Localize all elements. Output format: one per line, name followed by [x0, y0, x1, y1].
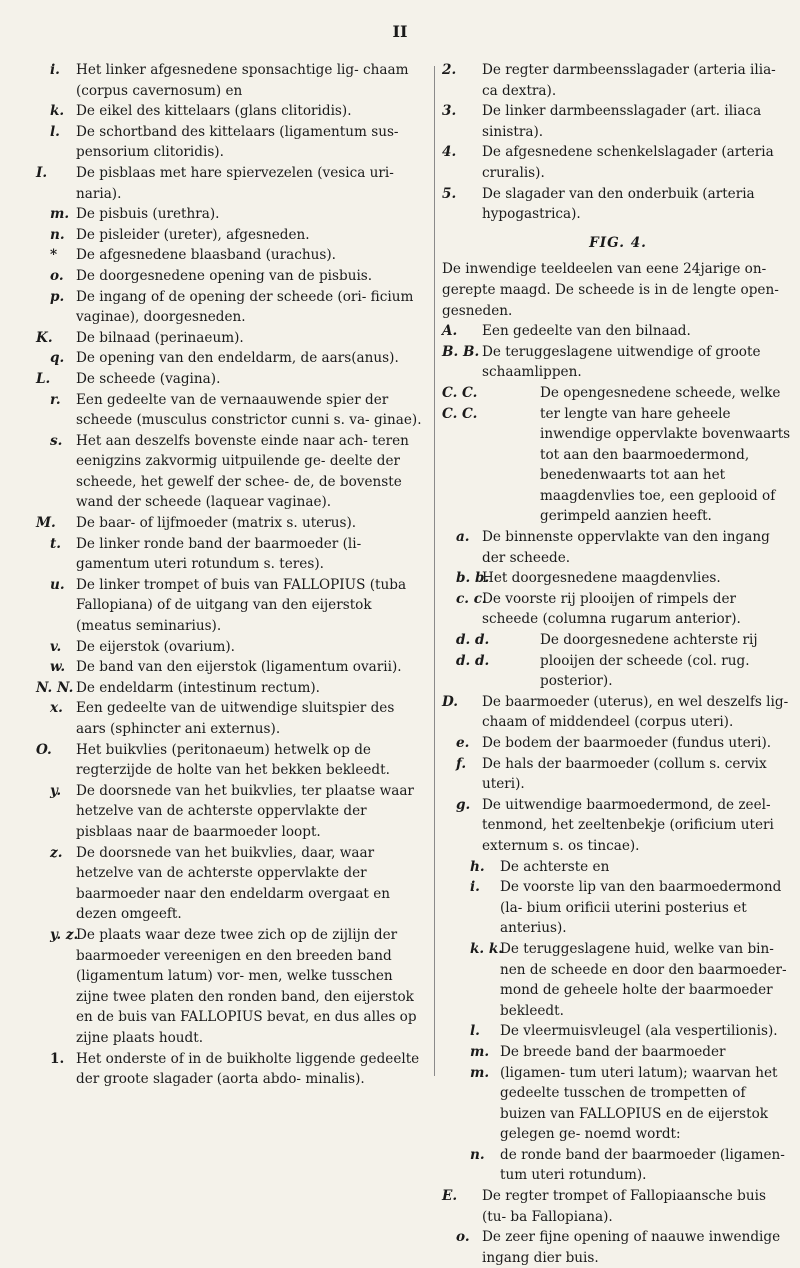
entry-label: k. [50, 103, 65, 120]
entry-label: t. [50, 535, 62, 552]
entry-label: l. [50, 123, 60, 140]
legend-entry [442, 321, 794, 342]
entry-text: De uitwendige baarmoedermond, de zeel- tenmond, het zeeltenbekje (orificium uteri externum s. os tincae). [482, 796, 774, 854]
entry-text: De doorgesnedene achterste rij plooijen der scheede (col. rug. posterior). [540, 632, 758, 690]
entry-text: De voorste rij plooijen of rimpels der scheede (columna rugarum anterior). [482, 590, 741, 628]
legend-entry [36, 163, 426, 204]
entry-label: p. [50, 288, 65, 305]
entry-label: O. [36, 741, 52, 758]
entry-text: De pisleider (ureter), afgesneden. [76, 226, 310, 243]
entry-label: 4. [442, 144, 457, 161]
entry-text: De linker ronde band der baarmoeder (li- gamentum uteri rotundum s. teres). [76, 535, 362, 573]
entry-text: De eikel des kittelaars (glans clitoridis). [76, 103, 352, 120]
entry-text: De teruggeslagene uitwendige of groote schaamlippen. [482, 343, 761, 381]
legend-entry [442, 568, 794, 589]
legend-entry [36, 204, 426, 225]
entry-text: Een gedeelte van de uitwendige sluitspier des aars (sphincter ani externus). [76, 700, 395, 737]
entry-text: De voorste lip van den baarmoedermond (la- bium orificii uterini posterius et anterius). [500, 879, 782, 937]
legend-entry [36, 390, 426, 431]
entry-text: De linker darmbeensslagader (art. iliaca sinistra). [482, 103, 762, 140]
entry-label: h. [470, 858, 485, 875]
legend-entry [36, 513, 426, 534]
entry-text: De baar- of lijfmoeder (matrix s. uterus). [76, 515, 357, 532]
entry-label: C. C. C. C. [442, 384, 478, 422]
entry-text: De slagader van den onderbuik (arteria hypogastrica). [482, 185, 755, 223]
entry-label: z. [50, 844, 63, 861]
legend-entry [442, 527, 794, 568]
entry-text: Het doorgesnedene maagdenvlies. [482, 570, 721, 587]
entry-text: De doorgesnedene opening van de pisbuis. [76, 267, 373, 284]
legend-entry [36, 843, 426, 925]
legend-entry [36, 637, 426, 658]
entry-text: De opening van den endeldarm, de aars(anus). [76, 350, 399, 367]
entry-label: o. [50, 267, 64, 284]
entry-text: De afgesnedene blaasband (urachus). [76, 247, 336, 264]
entry-label: m. m. [470, 1043, 490, 1081]
entry-text: De eijerstok (ovarium). [76, 638, 235, 655]
legend-entry [36, 369, 426, 390]
entry-label: i. [470, 879, 480, 896]
entry-text: De afgesnedene schenkelslagader (arteria cruralis). [482, 144, 774, 181]
legend-entry [442, 342, 794, 383]
entry-label: w. [50, 659, 66, 676]
entry-text: De regter trompet of Fallopiaansche buis (tu- ba Fallopiana). [482, 1188, 766, 1225]
legend-entry [36, 266, 426, 287]
entry-text: De bilnaad (perinaeum). [76, 329, 244, 346]
entry-text: De regter darmbeensslagader (arteria ilia- ca dextra). [482, 62, 776, 99]
legend-entry [36, 225, 426, 246]
legend-entry [36, 698, 426, 739]
legend-entry [442, 1186, 794, 1227]
entry-label: a. [456, 529, 470, 546]
entry-text: De binnenste oppervlakte van den ingang der scheede. [482, 529, 770, 566]
legend-entry [36, 925, 426, 1049]
entry-label: n. [470, 1146, 485, 1163]
entry-label: u. [50, 576, 65, 593]
legend-entry [36, 287, 426, 328]
right-column [442, 60, 794, 1268]
entry-label: x. [50, 700, 63, 717]
entry-label: q. [50, 350, 65, 367]
entry-label: e. [456, 735, 470, 751]
entry-label: B. B. [442, 343, 480, 360]
entry-label: o. [456, 1229, 470, 1246]
legend-entry [36, 575, 426, 637]
entry-text: De plaats waar deze twee zich op de zijlijn der baarmoeder vereenigen en den breeden band (ligamentum latum) vor- men, welke tusschen zijne twee platen den ronden band, den eijerstok en de buis van FALLOPIUS bevat, en dus alles op zijne plaats houdt. [76, 926, 417, 1046]
entry-label: M. [36, 515, 56, 532]
legend-entry [36, 328, 426, 349]
legend-entry [36, 534, 426, 575]
legend-entry [36, 348, 426, 369]
entry-label: 3. [442, 103, 457, 120]
column-divider [434, 66, 435, 1076]
entry-label: r. [50, 391, 61, 408]
entry-label: N. N. [36, 679, 74, 696]
entry-label: f. [456, 755, 467, 772]
legend-entry [442, 184, 794, 225]
legend-entry [442, 733, 794, 754]
entry-label: g. [456, 796, 471, 813]
entry-label: L. [36, 370, 51, 387]
entry-label: 2. [442, 62, 457, 78]
legend-entry [442, 939, 794, 1021]
legend-entry [36, 657, 426, 678]
entry-label: n. [50, 226, 65, 243]
legend-entry [442, 1145, 794, 1186]
legend-entry [442, 857, 794, 878]
figure-title: FIG. 4. [589, 234, 647, 251]
entry-text: De teruggeslagene huid, welke van bin- nen de scheede en door den baarmoeder- mond de geheele holte der baarmoeder bekleedt. [500, 940, 787, 1019]
entry-text: De zeer fijne opening of naauwe inwendige ingang dier buis. [482, 1229, 781, 1266]
legend-entry [36, 60, 426, 101]
entry-label: l. [470, 1023, 480, 1040]
legend-entry [36, 431, 426, 513]
legend-entry [36, 1049, 426, 1090]
legend-entry [442, 101, 794, 142]
entry-label: c. c. [456, 590, 487, 607]
entry-text: De baarmoeder (uterus), en wel deszelfs lig- chaam of middendeel (corpus uteri). [482, 693, 789, 731]
legend-entry [442, 383, 794, 527]
entry-label: D. [442, 693, 459, 710]
entry-text: Een gedeelte van den bilnaad. [482, 323, 691, 340]
legend-entry [36, 122, 426, 163]
entry-label: d. d. d. d. [456, 632, 490, 669]
legend-entry [442, 589, 794, 630]
legend-entry [442, 60, 794, 101]
entry-label: 5. [442, 185, 457, 202]
entry-text: De linker trompet of buis van FALLOPIUS (tuba Fallopiana) of de uitgang van den eijerstok (meatus seminarius). [76, 576, 407, 635]
entry-label: 1. [50, 1050, 65, 1067]
entry-text: De ingang of de opening der scheede (ori- ficium vaginae), doorgesneden. [76, 288, 414, 326]
entry-text: De pisblaas met hare spiervezelen (vesica uri- naria). [76, 164, 394, 202]
entry-text: De achterste en [500, 858, 610, 875]
entry-text: De vleermuisvleugel (ala vespertilionis). [500, 1023, 778, 1040]
legend-entry [442, 1042, 794, 1145]
legend-entry [442, 1227, 794, 1268]
entry-text: De endeldarm (intestinum rectum). [76, 679, 320, 696]
entry-text: Een gedeelte van de vernaauwende spier der scheede (musculus constrictor cunni s. va- ginae). [76, 391, 422, 429]
entry-label: v. [50, 638, 62, 655]
entry-label: A. [442, 323, 458, 340]
entry-text: De band van den eijerstok (ligamentum ovarii). [76, 659, 402, 676]
entry-text: De opengesnedene scheede, welke ter lengte van hare geheele inwendige oppervlakte bovenwaarts tot aan den baarmoedermond, benedenwaarts tot aan het maagdenvlies toe, een geplooid of gerimpeld aanzien heeft. [540, 384, 791, 525]
page-number: II [392, 22, 408, 41]
legend-entry [36, 781, 426, 843]
legend-entry [36, 740, 426, 781]
entry-label: s. [50, 432, 63, 449]
entry-label: y. [50, 782, 62, 799]
entry-text: Het linker afgesnedene sponsachtige lig- chaam (corpus cavernosum) en [76, 62, 409, 99]
right-column-list [442, 321, 794, 1268]
entry-label: b. b. [456, 570, 490, 587]
entry-text: Het aan deszelfs bovenste einde naar ach- teren eenigzins zakvormig uitpuilende ge- deelte der scheede, het gewelf der schee- de, de bovenste wand der scheede (laquear vaginae). [76, 432, 409, 511]
entry-label: E. [442, 1188, 458, 1205]
right-column-top-list [442, 60, 794, 225]
entry-text: De schortband des kittelaars (ligamentum sus- pensorium clitoridis). [76, 123, 399, 161]
entry-label: y. z. [50, 926, 79, 943]
entry-label: * [50, 247, 58, 264]
legend-entry [442, 630, 794, 692]
entry-text: De scheede (vagina). [76, 370, 221, 387]
entry-text: De doorsnede van het buikvlies, ter plaatse waar hetzelve van de achterste oppervlakte der pisblaas naar de baarmoeder loopt. [76, 782, 414, 840]
left-column [36, 60, 426, 1090]
entry-text: De pisbuis (urethra). [76, 206, 220, 223]
legend-entry [36, 245, 426, 266]
entry-label: k. k. [470, 940, 504, 957]
entry-text: Het onderste of in de buikholte liggende gedeelte der groote slagader (aorta abdo- minalis). [76, 1050, 420, 1088]
legend-entry [442, 877, 794, 939]
entry-text: Het buikvlies (peritonaeum) hetwelk op de regterzijde de holte van het bekken bekleedt. [76, 741, 390, 779]
entry-text: De bodem der baarmoeder (fundus uteri). [482, 735, 772, 751]
figure-intro: De inwendige teeldeelen van eene 24jarige on- gerepte maagd. De scheede is in de lengte open- gesneden. [442, 261, 779, 319]
entry-label: i. [50, 62, 60, 78]
legend-entry [442, 692, 794, 733]
entry-text: De hals der baarmoeder (collum s. cervix uteri). [482, 755, 767, 793]
entry-label: I. [36, 164, 48, 181]
legend-entry [36, 678, 426, 699]
entry-text: de ronde band der baarmoeder (ligamen- tum uteri rotundum). [500, 1146, 785, 1184]
legend-entry [442, 754, 794, 795]
legend-entry [442, 142, 794, 183]
legend-entry [442, 795, 794, 857]
entry-text: De breede band der baarmoeder (ligamen- tum uteri latum); waarvan het gedeelte tusschen de trompetten of buizen van FALLOPIUS en de eijerstok gelegen ge- noemd wordt: [500, 1043, 778, 1143]
legend-entry [442, 1021, 794, 1042]
entry-label: m. [50, 206, 70, 223]
legend-entry [36, 101, 426, 122]
entry-label: K. [36, 329, 53, 346]
entry-text: De doorsnede van het buikvlies, daar, waar hetzelve van de achterste oppervlakte der baarmoeder naar den endeldarm overgaat en dezen omgeeft. [76, 844, 391, 923]
